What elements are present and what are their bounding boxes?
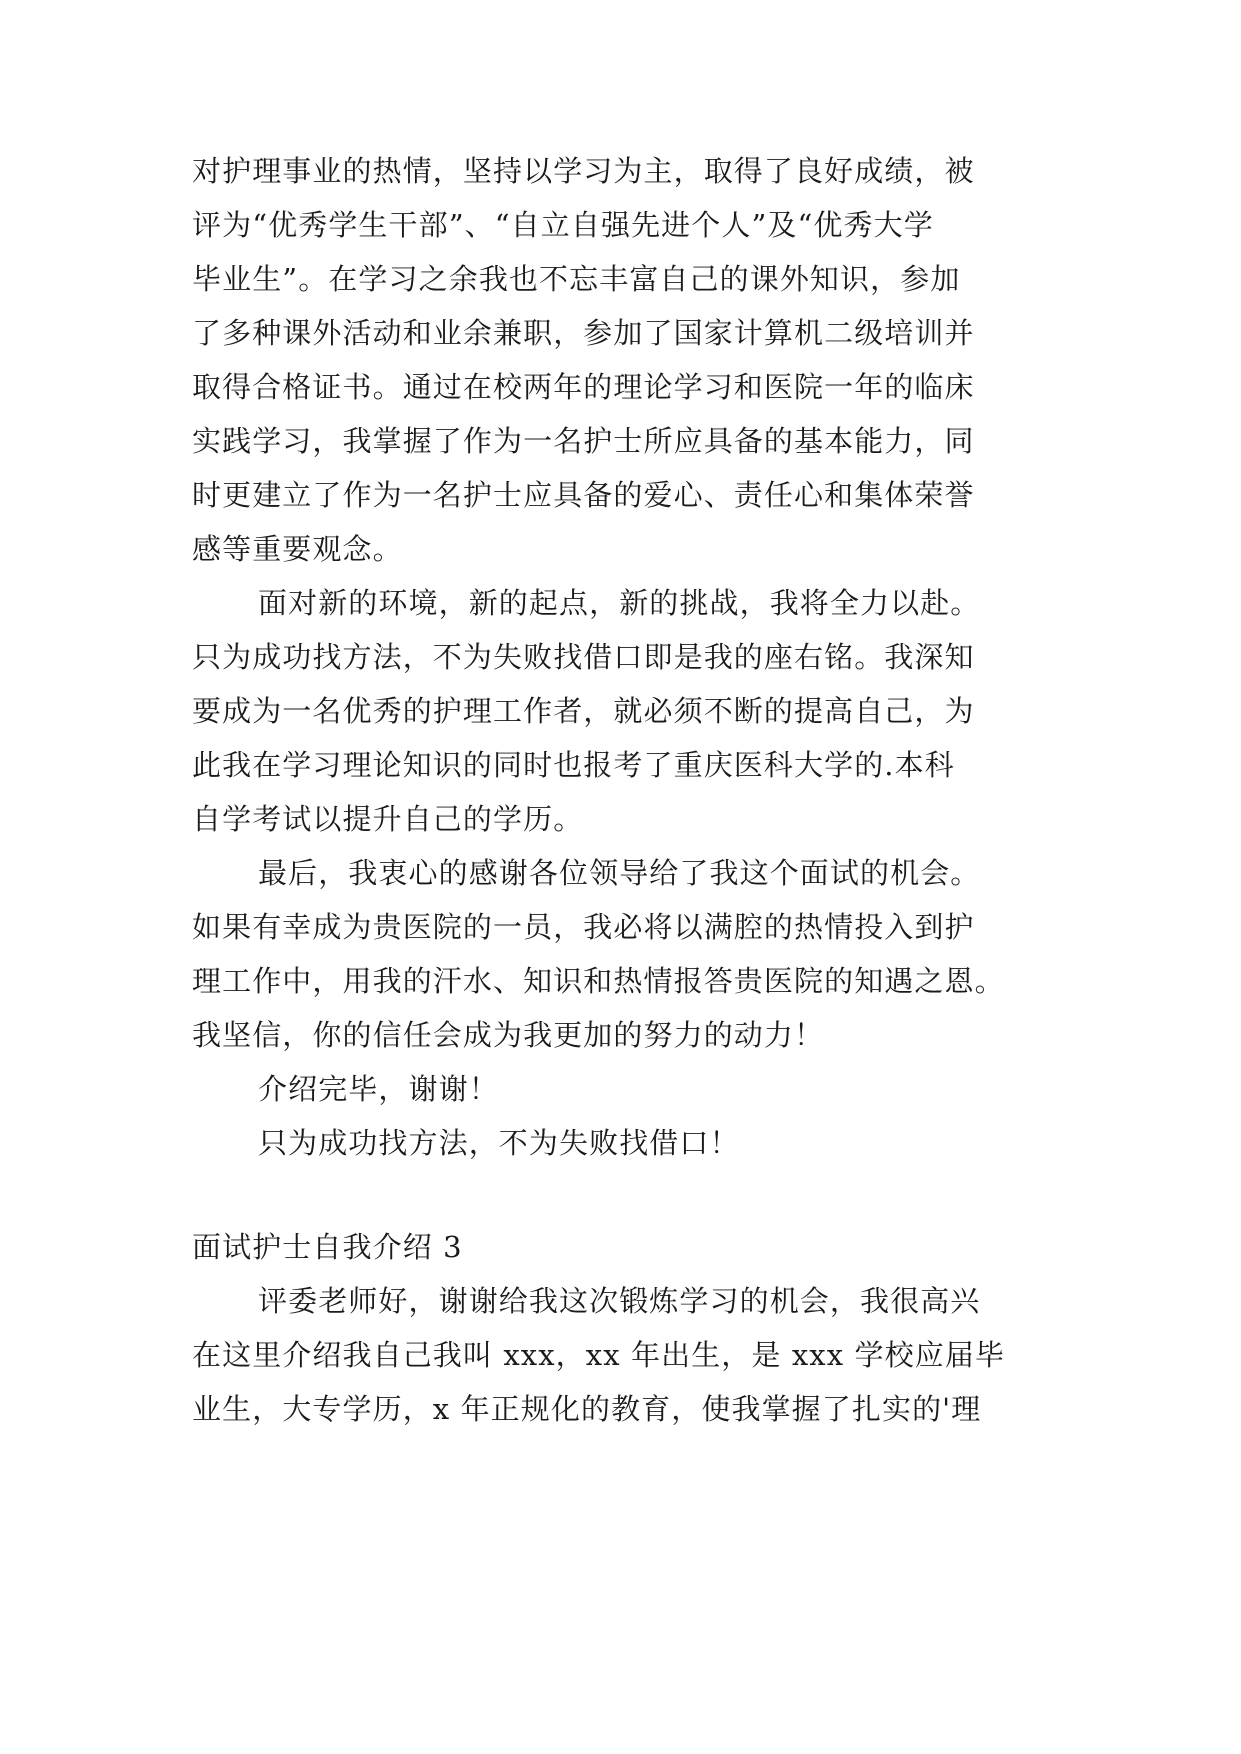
paragraph-2-line-1: 面对新的环境，新的起点，新的挑战，我将全力以赴。 [258,586,981,620]
paragraph-1-line-4: 了多种课外活动和业余兼职，参加了国家计算机二级培训并 [192,316,975,350]
paragraph-1-line-2: 评为“优秀学生干部”、“自立自强先进个人”及“优秀大学 [192,208,934,242]
paragraph-2-line-4: 此我在学习理论知识的同时也报考了重庆医科大学的.本科 [192,748,955,782]
paragraph-1-line-3: 毕业生”。在学习之余我也不忘丰富自己的课外知识，参加 [192,262,961,296]
paragraph-4-line-1: 评委老师好，谢谢给我这次锻炼学习的机会，我很高兴 [258,1284,981,1318]
closing-line-2: 只为成功找方法，不为失败找借口！ [258,1126,740,1160]
paragraph-2-line-2: 只为成功找方法，不为失败找借口即是我的座右铭。我深知 [192,640,975,674]
paragraph-4-line-2: 在这里介绍我自己我叫 xxx，xx 年出生，是 xxx 学校应届毕 [192,1338,1006,1372]
paragraph-2-line-3: 要成为一名优秀的护理工作者，就必须不断的提高自己，为 [192,694,975,728]
paragraph-4-line-3: 业生，大专学历，x 年正规化的教育，使我掌握了扎实的'理 [192,1392,982,1426]
paragraph-2-line-5: 自学考试以提升自己的学历。 [192,802,584,836]
paragraph-3-line-1: 最后，我衷心的感谢各位领导给了我这个面试的机会。 [258,856,981,890]
paragraph-3-line-3: 理工作中，用我的汗水、知识和热情报答贵医院的知遇之恩。 [192,964,1005,998]
paragraph-1-line-6: 实践学习，我掌握了作为一名护士所应具备的基本能力，同 [192,424,975,458]
paragraph-3-line-4: 我坚信，你的信任会成为我更加的努力的动力！ [192,1018,825,1052]
paragraph-1-line-8: 感等重要观念。 [192,532,403,566]
section-title: 面试护士自我介绍 3 [192,1230,463,1264]
closing-line-1: 介绍完毕，谢谢！ [258,1072,499,1106]
paragraph-1-line-1: 对护理事业的热情，坚持以学习为主，取得了良好成绩，被 [192,154,975,188]
paragraph-3-line-2: 如果有幸成为贵医院的一员，我必将以满腔的热情投入到护 [192,910,975,944]
paragraph-1-line-5: 取得合格证书。通过在校两年的理论学习和医院一年的临床 [192,370,975,404]
paragraph-1-line-7: 时更建立了作为一名护士应具备的爱心、责任心和集体荣誉 [192,478,975,512]
